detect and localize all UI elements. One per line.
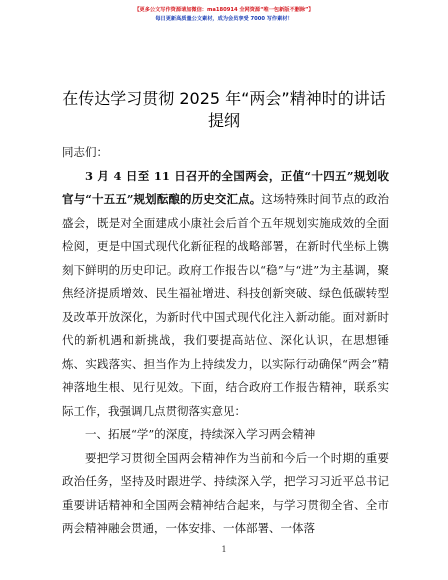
intro-body-text: 这场特殊时间节点的政治盛会，既是对全面建成小康社会后首个五年规划实施成效的全面检阅，更是中国式现代化新征程的战略部署，在新时代坐标上镌刻下鲜明的历史印记。政府工作报告以“稳”与“进”为主基调，聚焦经济提质增效、民生福祉增进、科技创新突破、绿色低碳转型及改革开放深化，为新时代中国式现代化注入新动能。面对新时代的新机遇和新挑战，我们要提高站位、深化认识，在思想锤炼、实践落实、担当作为上持续发力，以实际行动确保“两会”精神落地生根、见行见效。下面，结合政府工作报告精神，联系实际工作，我强调几点贯彻落实意见： — [62, 192, 389, 418]
paragraph-section-1: 要把学习贯彻全国两会精神作为当前和今后一个时期的重要政治任务，坚持及时跟进学、持续深入学，把学习习近平总书记重要讲话精神和全国两会精神结合起来，与学习贯彻全省、全市两会精神融会贯通，一体安排、一体部署、一体落 — [62, 450, 389, 535]
banner-line-1: 【更多公文写作资源请加微信：ma180914 全网资源“唯一包新版不删除”】 — [134, 7, 314, 13]
greeting: 同志们： — [62, 145, 108, 159]
header-banner — [0, 6, 448, 24]
document-body — [62, 141, 389, 541]
paragraph-intro — [62, 165, 389, 424]
title-line-1: 在传达学习贯彻 2025 年“两会”精神时的讲话 — [62, 89, 386, 108]
section-heading-1: 一、拓展“学”的深度，持续深入学习两会精神 — [85, 427, 316, 441]
page-number: 1 — [221, 545, 227, 554]
banner-line-2: 每日更新高质量公文素材，成为会员享受 7000 写作素材！ — [155, 16, 293, 22]
title-line-2: 提纲 — [207, 111, 240, 130]
document-title — [40, 88, 408, 132]
intro-lead-sentence: 3 月 4 日至 11 日召开的全国两会，正值“十四五”规划收官与“十五五”规划酝酿的历史交汇点。 — [62, 168, 389, 206]
